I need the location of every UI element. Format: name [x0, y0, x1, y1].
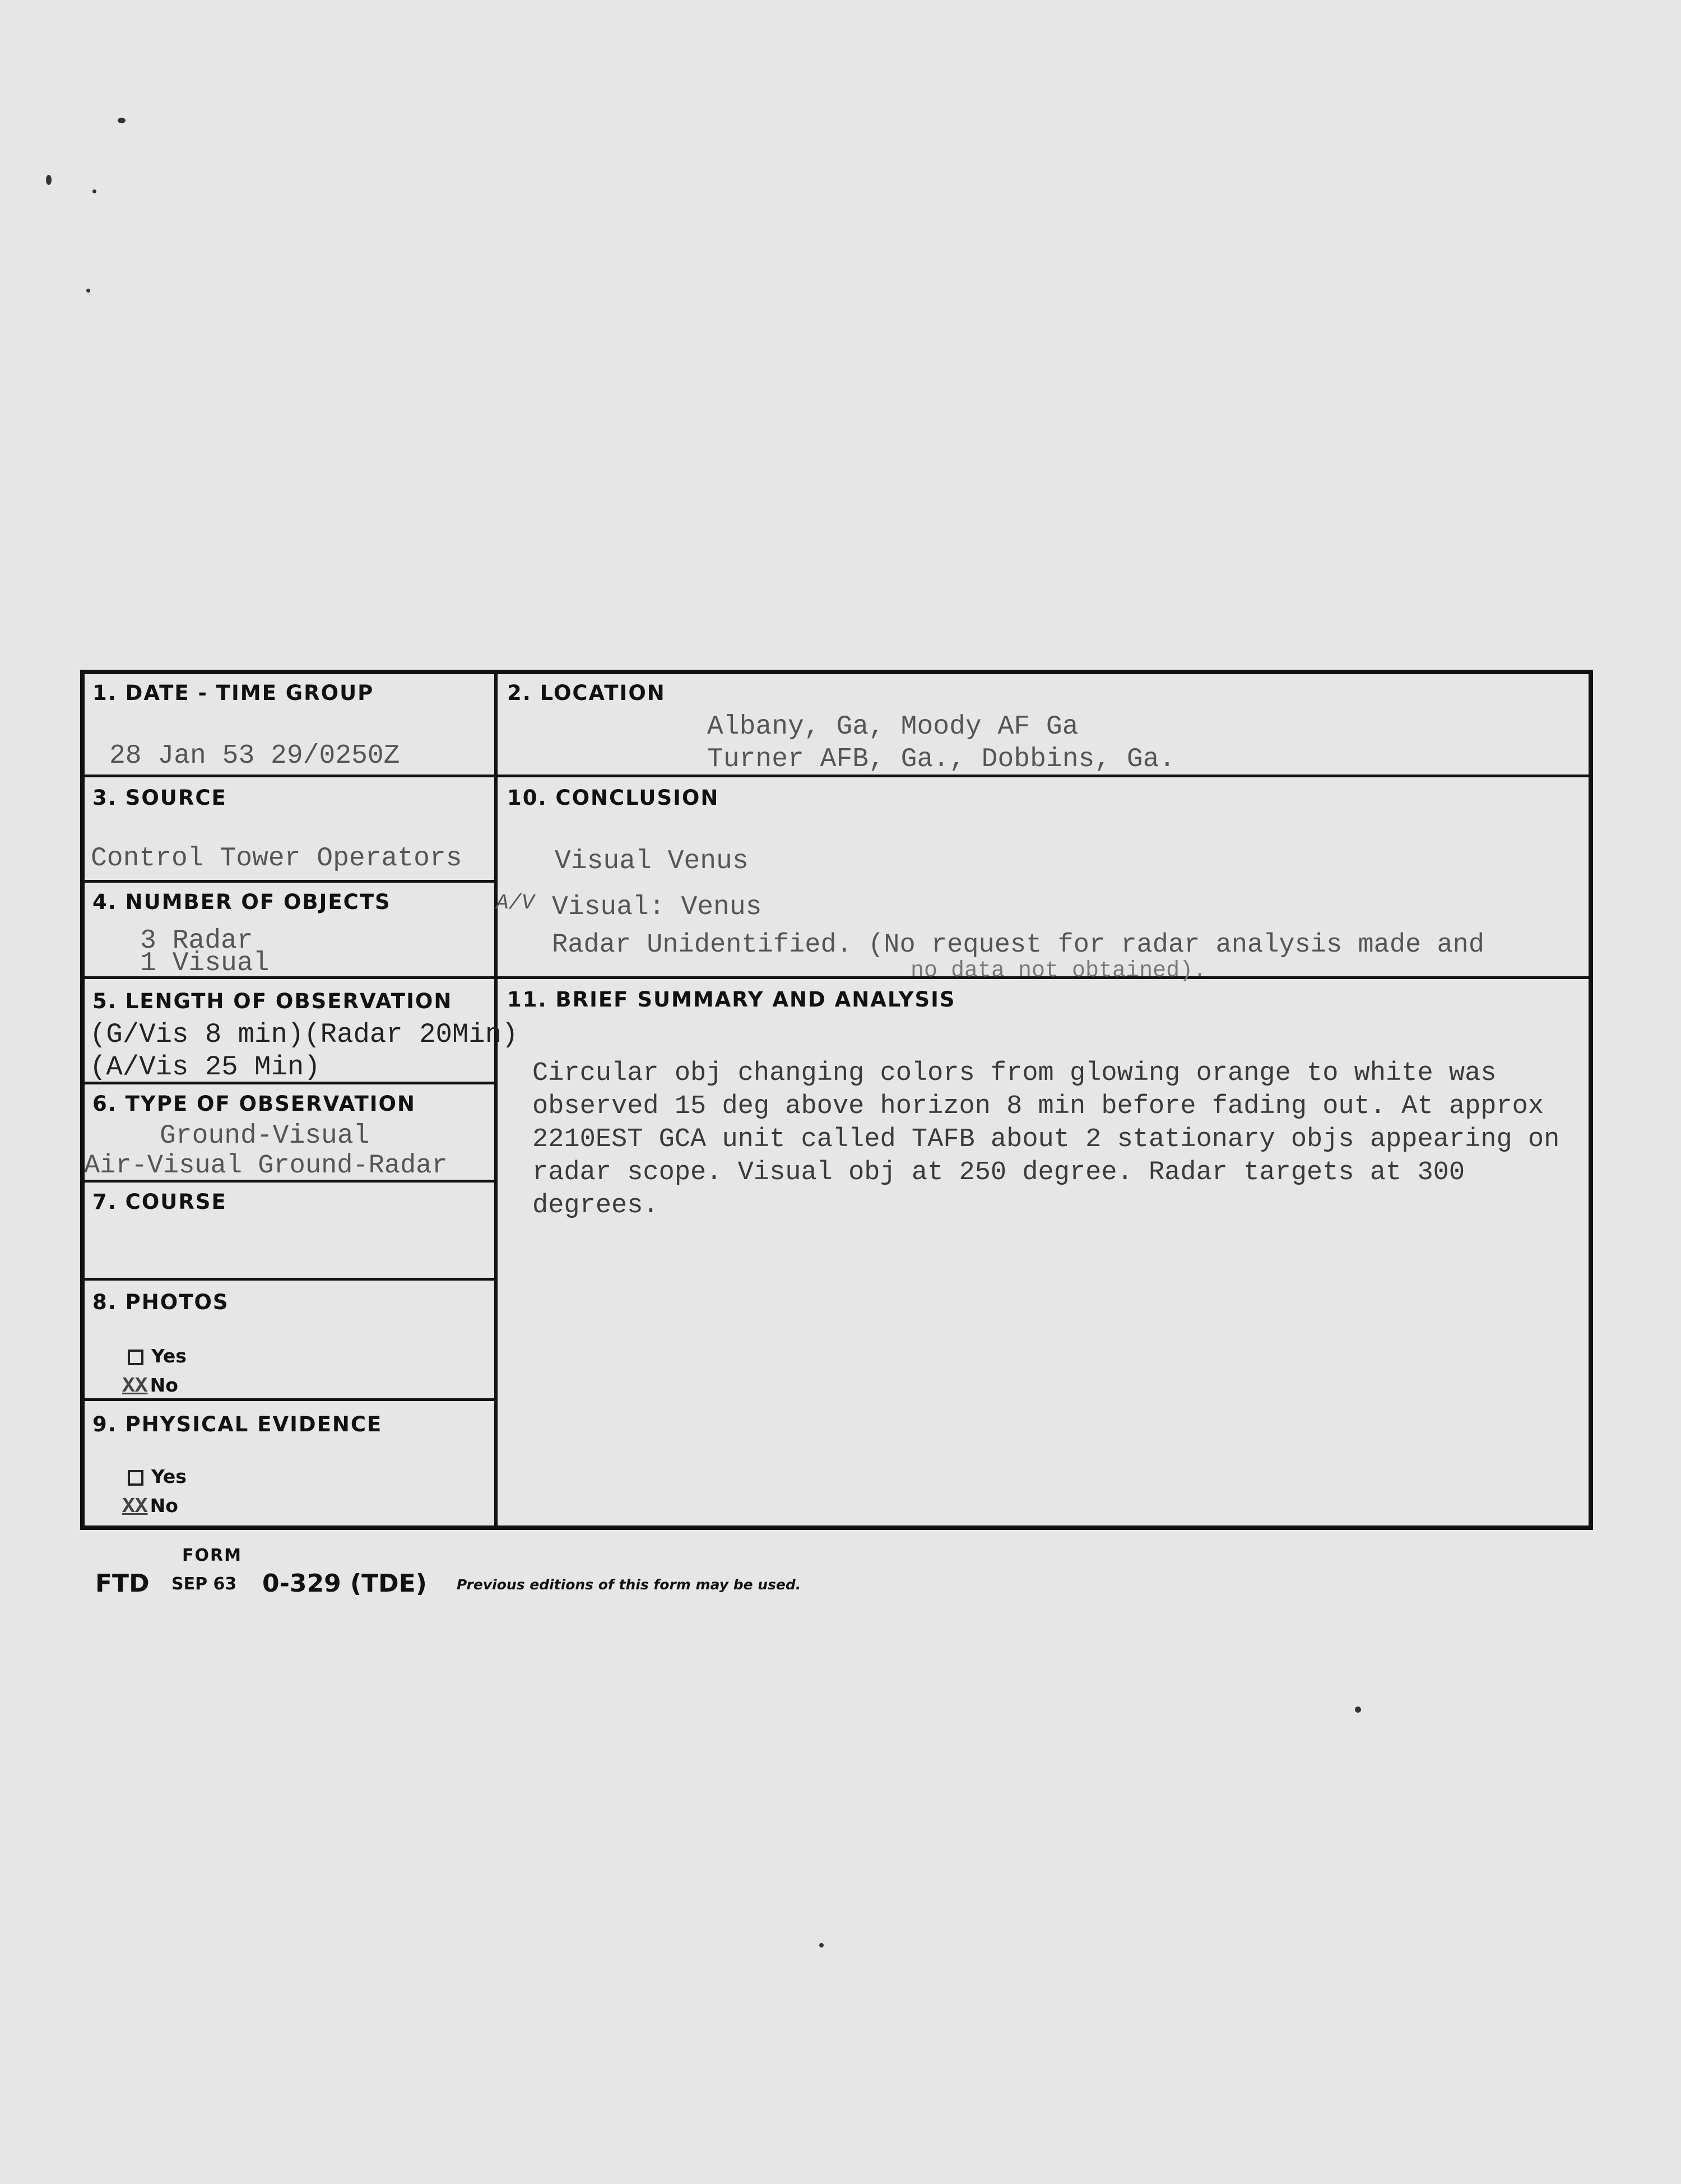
length-line-2: (A/Vis 25 Min) [90, 1051, 321, 1083]
conclusion-line-1: Visual Venus [555, 846, 749, 877]
date-time-value: 28 Jan 53 29/0250Z [109, 741, 400, 771]
physical-yes-text: Yes [151, 1466, 187, 1487]
location-line-2: Turner AFB, Ga., Dobbins, Ga. [707, 744, 1176, 775]
summary-text: Circular obj changing colors from glowing orange to white was observed 15 deg above horizon 8 min before fading out. At approx 2210EST GCA unit called TAFB about 2 stationary objs appearing on radar scope. Visual obj at 250 degree. Radar targets at 300 degrees. [532, 1059, 1560, 1221]
conclusion-line-3: Radar Unidentified. (No request for radar analysis made and [552, 930, 1485, 960]
scan-speck [819, 1943, 824, 1947]
photos-yes-checkbox[interactable] [128, 1350, 143, 1365]
photos-no-option[interactable] [122, 1374, 178, 1398]
row-divider [80, 775, 1593, 777]
photos-yes-option[interactable] [128, 1345, 187, 1367]
number-of-objects-label: 4. NUMBER OF OBJECTS [92, 890, 391, 914]
objects-visual: 1 Visual [140, 948, 270, 979]
location-line-1: Albany, Ga, Moody AF Ga [707, 712, 1079, 742]
type-line-2: Air-Visual Ground-Radar [84, 1151, 448, 1181]
conclusion-label: 10. CONCLUSION [507, 786, 719, 810]
scan-speck [86, 289, 90, 293]
form-ftd: FTD [95, 1569, 150, 1598]
row-divider [80, 1398, 495, 1401]
date-time-label: 1. DATE - TIME GROUP [92, 681, 374, 705]
type-of-observation-label: 6. TYPE OF OBSERVATION [92, 1092, 416, 1116]
row-divider [80, 1278, 495, 1281]
conclusion-line-2: Visual: Venus [552, 892, 762, 922]
objects-radar: 3 Radar [140, 926, 253, 956]
location-label: 2. LOCATION [507, 681, 666, 705]
photos-label: 8. PHOTOS [92, 1290, 229, 1314]
course-label: 7. COURSE [92, 1190, 227, 1214]
form-code: (TDE) [350, 1569, 427, 1598]
source-label: 3. SOURCE [92, 786, 227, 810]
scan-speck [1355, 1707, 1361, 1713]
physical-no-mark: XX [122, 1495, 148, 1519]
source-value: Control Tower Operators [91, 843, 462, 874]
conclusion-handwritten-prefix: A/V [496, 891, 535, 915]
summary-label: 11. BRIEF SUMMARY AND ANALYSIS [507, 987, 956, 1012]
photos-yes-text: Yes [151, 1345, 187, 1367]
length-of-observation-label: 5. LENGTH OF OBSERVATION [92, 989, 453, 1013]
length-line-1: (G/Vis 8 min)(Radar 20Min) [90, 1019, 518, 1050]
scan-speck [46, 175, 52, 185]
physical-yes-option[interactable] [128, 1466, 187, 1487]
physical-no-text: No [150, 1495, 178, 1517]
conclusion-line-4: no data not obtained). [911, 958, 1207, 984]
row-divider [80, 880, 495, 883]
form-date: SEP 63 [171, 1574, 237, 1594]
photos-no-mark: XX [122, 1374, 148, 1398]
type-line-1: Ground-Visual [160, 1121, 370, 1151]
photos-no-text: No [150, 1374, 178, 1396]
form-number: 0-329 [262, 1569, 341, 1598]
scan-speck [92, 189, 96, 193]
row-divider [80, 976, 1593, 979]
physical-evidence-label: 9. PHYSICAL EVIDENCE [92, 1412, 383, 1436]
form-editions-note: Previous editions of this form may be used. [457, 1576, 801, 1593]
physical-no-option[interactable] [122, 1495, 178, 1519]
scan-speck [118, 118, 126, 123]
form-word: FORM [182, 1546, 242, 1565]
physical-yes-checkbox[interactable] [128, 1470, 143, 1486]
